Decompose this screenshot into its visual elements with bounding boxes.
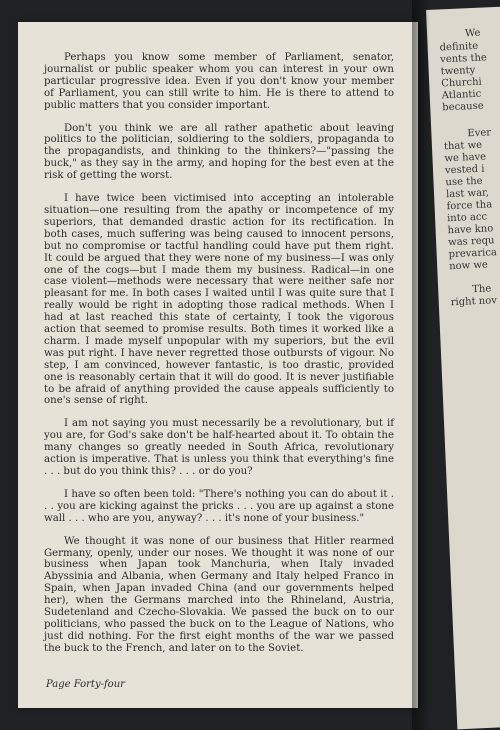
right-fragment: vents the [439, 52, 488, 66]
right-fragment: We [464, 27, 481, 40]
right-fragment: The [472, 283, 492, 296]
right-fragment: twenty [440, 64, 476, 78]
right-fragment: we have [444, 151, 487, 165]
right-fragment: use the [445, 175, 483, 189]
right-fragment: vested i [444, 163, 485, 177]
right-fragment: that we [443, 139, 483, 153]
right-fragment: Atlantic [441, 88, 482, 102]
paragraph-1: Perhaps you know some member of Parliament, senator, journalist or public speaker whom you can interest in your own particular progressive idea. Even if you don't know your member of Parliament, you can still write to him. He is there to attend to public matters that you consider important. [44, 52, 394, 111]
book-gutter-shadow [412, 0, 430, 730]
book-page-left [18, 22, 418, 708]
right-fragment: last war, [445, 187, 490, 201]
right-fragment: right nov [450, 295, 498, 309]
right-fragment: prevarica [448, 247, 498, 261]
book-page-right [426, 5, 500, 729]
paragraph-2: Don't you think we are all rather apathetic about leaving politics to the politician, soldiering to the soldiers, propaganda to the propagandists, and thinking to the thinkers?—"passing the buck," as they say in the army, and hoping for the best even at the risk of getting the worst. [44, 122, 394, 182]
right-fragment: because [442, 100, 484, 114]
page-body [44, 52, 394, 666]
page-number: Page Forty-four [46, 679, 125, 690]
right-fragment: Ever [467, 127, 492, 140]
right-fragment: was requ [447, 235, 495, 249]
paragraph-5: I have so often been told: "There's nothing you can do about it . . . you are kicking against the pricks . . . you are up against a stone wall . . . who are you, anyway? . . . it's none of your business." [44, 488, 394, 524]
right-fragment: have kno [447, 223, 494, 237]
right-fragment: definite [439, 40, 479, 54]
paragraph-3: I have twice been victimised into accepting an intolerable situation—one resulting from the apathy or incompetence of my superiors, that demanded drastic action for its rectification. In both cases, much suffering was being caused to innocent persons, but no compromise or tactful handling could have put them right. It could be argued that they were none of my business—I was only one of the cogs—but I made them my business. Radical—in one case violent—methods were necessary that were neither safe nor pleasant for me. In both cases I waited until I was quite sure that I really would be right in adopting those radical methods. When I had at last reached this state of certainty, I took the vigorous action that seemed to promise results. Both times it worked like a charm. I made myself unpopular with my superiors, but the evil was put right. I have never regretted those outbursts of vigour. No step, I am convinced, however fantastic, is too drastic, provided one is reasonably certain that it will do good. It is never justifiable to be afraid of anything provided the cause appeals sufficiently to one's sense of right. [44, 193, 394, 407]
right-fragment: now we [448, 259, 489, 273]
right-fragment: force tha [446, 199, 493, 213]
paragraph-6: We thought it was none of our business that Hitler rearmed Germany, openly, under our noses. We thought it was none of our business when Japan took Manchuria, when Italy invaded Abyssinia and Albania, when Germany and Italy helped Franco in Spain, when Japan invaded China (and our governments helped her), when the Germans marched into the Rhineland, Austria, Sudetenland and Czecho-Slovakia. We passed the buck on to our politicians, who passed the buck on to the League of Nations, who just did nothing. For the first eight months of the war we passed the buck to the French, and later on to the Soviet. [44, 535, 394, 654]
right-fragment: Churchi [440, 76, 483, 90]
right-fragment: into acc [446, 211, 488, 225]
paragraph-4: I am not saying you must necessarily be a revolutionary, but if you are, for God's sake don't be half-hearted about it. To obtain the many changes so greatly needed in South Africa, revolutionary action is imperative. That is unless you think that everything's fine . . . but do you think this? . . . or do you? [44, 418, 394, 477]
